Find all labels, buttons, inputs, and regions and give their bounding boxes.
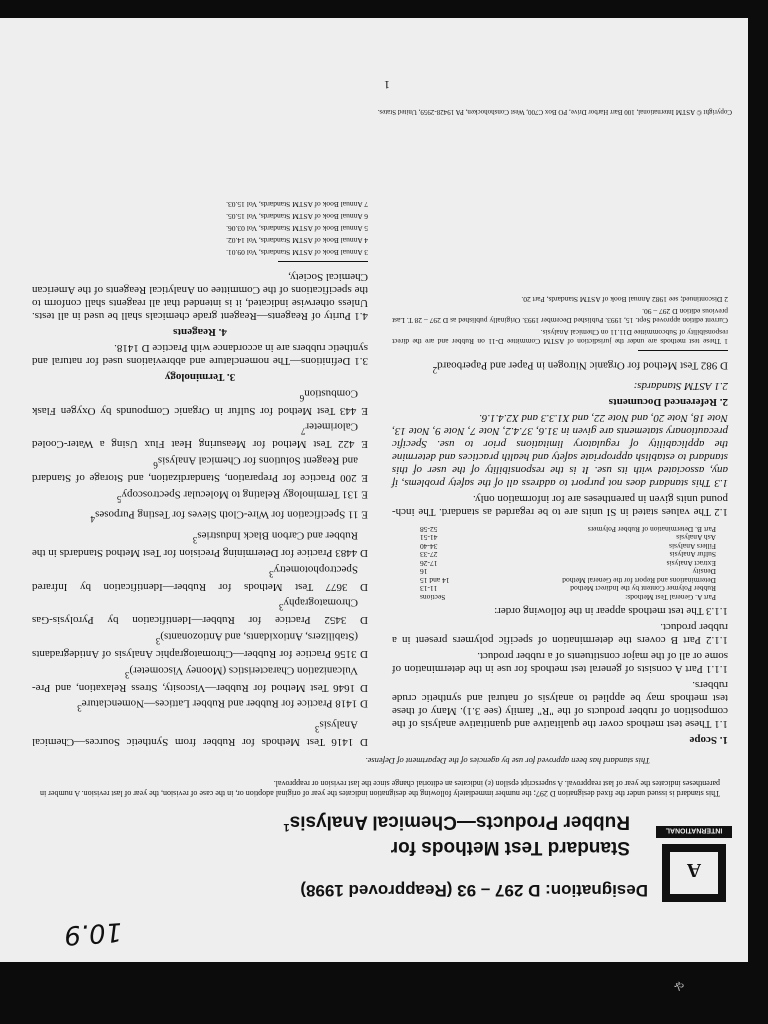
paragraph: 4.1 Purity of Reagents—Reagent grade chemicals shall be used in all tests. Unless otherwise indicated, it is intended that all reagents shall conform to the specifications of the Committee on Analytical Reagents of the American Chemical Society,: [32, 271, 368, 323]
table-cell: 14 and 15: [420, 576, 450, 585]
table-row: [418, 559, 718, 568]
footnote: 5 Annual Book of ASTM Standards, Vol 03.06.: [226, 224, 368, 234]
table-cell: Part B. Determination of Rubber Polymers: [587, 525, 716, 534]
paragraph: 1.3 This standard does not purport to address all of the safety problems, if any, associated with its use. It is the responsibility of the user of this standard to establish appropriate safety and health practices and determine the applicability of regulatory limitations prior to use. Specific precautionary statements are given in 31.6, 37.4.2, Note 7, Note 9, Note 13, Note 18, Note 20, and Note 22, and X1.3.3 and X2.4.1.6.: [392, 412, 728, 490]
reference-item: E 422 Test Method for Measuring Heat Flux Using a Water-Cooled Calorimeter$^7$: [32, 420, 368, 451]
reference-item: D 982 Test Method for Organic Nitrogen in Paper and Paperboard$^2$: [432, 359, 728, 376]
svg-text:A: A: [686, 859, 702, 881]
reference-list: [32, 386, 368, 748]
footnote: Current edition approved Sept. 15, 1993. Published December 1993. Originally published as D 297 – 28 T. Last previous edition D 297 – 90.: [392, 306, 728, 325]
table-cell: 41-51: [420, 533, 438, 543]
sections-table: [418, 525, 718, 602]
footnote-list: [32, 200, 368, 257]
table-cell: Determinations and Report for the General Method: [562, 576, 716, 585]
page-number: 1: [384, 78, 390, 92]
footnote: 1 These test methods are under the jurisdiction of ASTM Committee D-11 on Rubber and are the direct responsibility of Subcommittee D11.11 on Chemical Analysis.: [392, 327, 728, 346]
designation: Designation: D 297 – 93 (Reapproved 1998): [300, 881, 648, 900]
footnote: 6 Annual Book of ASTM Standards, Vol 15.05.: [226, 212, 368, 222]
scan-edge-right: [748, 0, 768, 1024]
table-cell: Extract Analysis: [666, 559, 716, 568]
paragraph: 1.2 The values stated in SI units are to be regarded as standard. The inch-pound units given in parentheses are for information only.: [392, 493, 728, 519]
title-line-2: Rubber Products—Chemical Analysis$^1$: [283, 811, 630, 833]
table-cell: Part A. General Test Methods:: [625, 593, 716, 602]
reference-item: D 1646 Test Method for Rubber—Viscosity, Stress Relaxation, and Pre-Vulcanization Characteristics (Mooney Viscometer)$^3$: [32, 664, 368, 694]
reference-item: D 4483 Practice for Determining Precision for Test Method Standards in the Rubber and Carbon Black Industries$^3$: [32, 529, 368, 560]
scan-edge-bottom: [0, 962, 768, 1024]
reference-item: D 3452 Practice for Rubber—Identification by Pyrolysis-Gas Chromatography$^3$: [32, 596, 368, 627]
table-row: [418, 576, 718, 585]
footnote-divider: [278, 261, 368, 262]
reference-item: D 1418 Practice for Rubber and Rubber Lattices—Nomenclature$^3$: [77, 697, 368, 714]
title-line-1: Standard Test Methods for: [390, 837, 630, 858]
table-cell: 17-26: [420, 559, 438, 568]
table-cell: Rubber Polymer Content by the Indirect Method: [570, 584, 716, 594]
table-cell: 16: [420, 567, 428, 577]
table-cell: 52-58: [420, 525, 438, 534]
svg-text:INTERNATIONAL: INTERNATIONAL: [665, 826, 723, 834]
document-title: [270, 812, 630, 858]
subheading: 2.1 ASTM Standards:: [633, 380, 728, 393]
left-column: [392, 292, 728, 748]
footnote-divider: [638, 350, 728, 351]
copyright-line: Copyright © ASTM International, 100 Barr Harbor Drive, PO Box C700, West Conshohocken, PA 19428-2959, United States.: [377, 108, 732, 116]
table-cell: Density: [692, 567, 716, 577]
paragraph: 1.1 These test methods cover the qualitative and quantitative analysis of the composition of rubber products of the "R" family (see 3.1). Many of these test methods may be applied to analysis of natural and synthetic crude rubbers.: [392, 679, 728, 730]
section-heading-terminology: 3. Terminology: [164, 371, 236, 384]
document-page: [24, 40, 740, 958]
reference-item: D 3156 Practice for Rubber—Chromatographic Analysis of Antidegradants (Stabilizers, Antioxidants, and Antiozonants)$^3$: [32, 630, 368, 661]
right-column: [32, 197, 368, 748]
scan-edge-top: [0, 0, 768, 18]
table-row: [418, 542, 718, 551]
scan-corner-mark: ゃ: [672, 978, 686, 994]
reference-item: E 131 Terminology Relating to Molecular Spectroscopy$^5$: [116, 488, 368, 504]
reference-item: E 443 Test Method for Sulfur in Organic Compounds by Oxygen Flask Combustion$^6$: [32, 387, 368, 417]
table-cell: Ash Analysis: [676, 533, 716, 543]
table-cell: Sections: [420, 593, 446, 602]
table-row: [418, 525, 718, 534]
paragraph: 3.1 Definitions—The nomenclature and abbreviations used for natural and synthetic rubbers are in accordance with Practice D 1418.: [32, 342, 368, 368]
paragraph: 1.1.1 Part A consists of general test methods for use in the determination of some or all of the major constituents of a rubber product.: [392, 650, 728, 675]
table-row: [418, 593, 718, 602]
reference-item: D 1416 Test Methods for Rubber from Synthetic Sources—Chemical Analysis$^3$: [32, 718, 368, 748]
table-row: [418, 567, 718, 576]
paragraph: 1.1.2 Part B covers the determination of specific polymers present in a rubber product.: [392, 621, 728, 646]
handwritten-note: 10.9: [63, 916, 123, 950]
table-cell: 11-13: [420, 584, 438, 594]
footnote: 2 Discontinued; see 1982 Annual Book of ASTM Standards, Part 20.: [521, 294, 728, 304]
dod-approval-note: This standard has been approved for use by agencies of the Department of Defense.: [365, 756, 650, 766]
footnote: 3 Annual Book of ASTM Standards, Vol 09.01.: [226, 248, 368, 258]
issuance-notice: This standard is issued under the fixed designation D 297; the number immediately following the designation indicates the year of original adoption or, in the case of revision, the year of last revision. A number in parentheses indicates the year of last reapproval. A superscript epsilon (ε) indicates an editorial change since the last revision or reapproval.: [40, 779, 720, 798]
footnote: 7 Annual Book of ASTM Standards, Vol 15.03.: [226, 200, 368, 210]
astm-logo-icon: [656, 822, 732, 906]
paragraph: 1.1.3 The test methods appear in the following order:: [494, 605, 728, 617]
reference-item: E 200 Practice for Preparation, Standardization, and Storage of Standard and Reagent Solutions for Chemical Analysis$^6$: [32, 454, 368, 485]
table-cell: 27-33: [420, 550, 438, 560]
reference-item: D 3677 Test Methods for Rubber—Identification by Infrared Spectrophotometry$^3$: [32, 563, 368, 593]
table-cell: Fillers Analysis: [669, 542, 716, 551]
table-row: [418, 550, 718, 559]
table-row: [418, 584, 718, 593]
section-heading-reagents: 4. Reagents: [173, 326, 227, 339]
table-row: [418, 533, 718, 542]
section-heading-referenced-documents: 2. Referenced Documents: [608, 396, 728, 409]
footnote: 4 Annual Book of ASTM Standards, Vol 14.02.: [226, 236, 368, 246]
table-cell: Sulfur Analysis: [669, 550, 716, 560]
reference-item: E 11 Specification for Wire-Cloth Sieves for Testing Purposes$^4$: [90, 508, 368, 525]
table-cell: 34-40: [420, 542, 438, 551]
section-heading-scope: 1. Scope: [689, 734, 728, 746]
